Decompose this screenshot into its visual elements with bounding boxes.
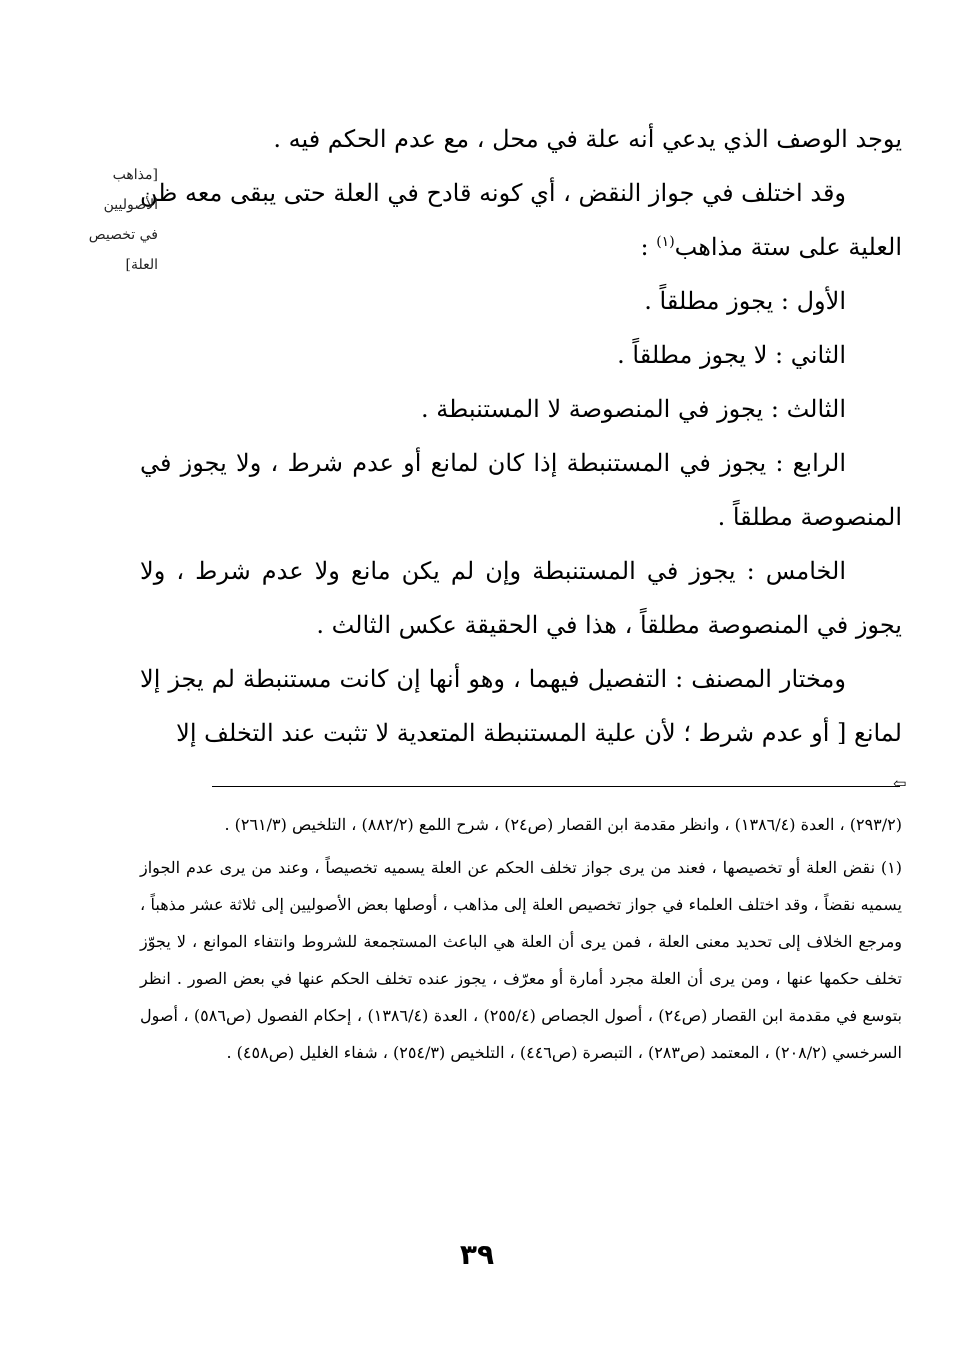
margin-note-line-3: في تخصيص bbox=[88, 227, 158, 243]
footnote-separator bbox=[212, 786, 900, 787]
page-number: ٣٩ bbox=[459, 1238, 495, 1271]
opinion-2: الثاني : لا يجوز مطلقاً . bbox=[617, 341, 846, 369]
margin-note-line-2: الأصوليين bbox=[103, 197, 158, 213]
margin-note-line-4: العلة] bbox=[125, 257, 158, 273]
main-text bbox=[140, 112, 902, 760]
body-line-1: يوجد الوصف الذي يدعي أنه علة في محل ، مع عدم الحكم فيه . bbox=[273, 125, 902, 153]
footnote-ref-1[interactable]: (١) bbox=[656, 234, 675, 250]
body-paragraph-2-end: : bbox=[640, 233, 657, 261]
body-paragraph-2 bbox=[140, 166, 902, 274]
opinion-5: الخامس : يجوز في المستنبطة وإن لم يكن مانع ولا عدم شرط ، ولا يجوز في المنصوصة مطلقاً ، هذا في الحقيقة عكس الثالث . bbox=[140, 557, 902, 639]
footnote-1: (١) نقض العلة أو تخصيصها ، فعند من يرى جواز تخلف الحكم عن العلة يسميه تخصيصاً ، وعند من يرى عدم الجواز يسميه نقضاً ، وقد اختلف العلماء في جواز تخصيص العلة إلى مذاهب ، أوصلها بعض الأصوليين إلى ثلاثة عشر مذهباً ، ومرجع الخلاف إلى تحديد معنى العلة ، فمن يرى أن العلة هي الباعث المستجمعة للشروط وانتفاء الموانع ، لا يجوّز تخلف حكمها عنها ، ومن يرى أن العلة مجرد أمارة أو معرّف ، يجوز عنده تخلف الحكم عنها في بعض الصور . انظر بتوسع في مقدمة ابن القصار (ص٢٤) ، أصول الجصاص (٢٥٥/٤) ، العدة (١٣٨٦/٤) ، إحكام الفصول (ص٥٨٦) ، أصول السرخسي (٢٠٨/٢) ، المعتمد (ص٢٨٣) ، التبصرة (ص٤٤٦) ، التلخيص (٢٥٤/٣) ، شفاء الغليل (ص٤٥٨) . bbox=[140, 858, 903, 1062]
opinion-4: الرابع : يجوز في المستنبطة إذا كان لمانع أو عدم شرط ، ولا يجوز في المنصوصة مطلقاً . bbox=[140, 449, 902, 531]
body-paragraph-2-text: وقد اختلف في جواز النقض ، أي كونه قادح في العلة حتى يبقى معه ظن العلية على ستة مذاهب bbox=[140, 179, 902, 261]
margin-note-line-1: [مذاهب bbox=[112, 167, 158, 183]
opinion-1: الأول : يجوز مطلقاً . bbox=[644, 287, 846, 315]
footnote-continuation: (٢٩٣/٢) ، العدة (١٣٨٦/٤) ، وانظر مقدمة ابن القصار (ص٢٤) ، شرح اللمع (٨٨٢/٢) ، التلخيص (٢٦١/٣) . bbox=[224, 815, 902, 834]
continuation-arrow-icon: ⇦ bbox=[893, 774, 907, 793]
opinion-6: ومختار المصنف : التفصيل فيهما ، وهو أنها إن كانت مستنبطة لم يجز إلا لمانع [ أو عدم شرط ؛ لأن علية المستنبطة المتعدية لا تثبت عند التخلف إلا bbox=[140, 665, 902, 747]
footnotes bbox=[140, 806, 902, 1071]
margin-note bbox=[18, 160, 158, 280]
opinion-3: الثالث : يجوز في المنصوصة لا المستنبطة . bbox=[421, 395, 846, 423]
